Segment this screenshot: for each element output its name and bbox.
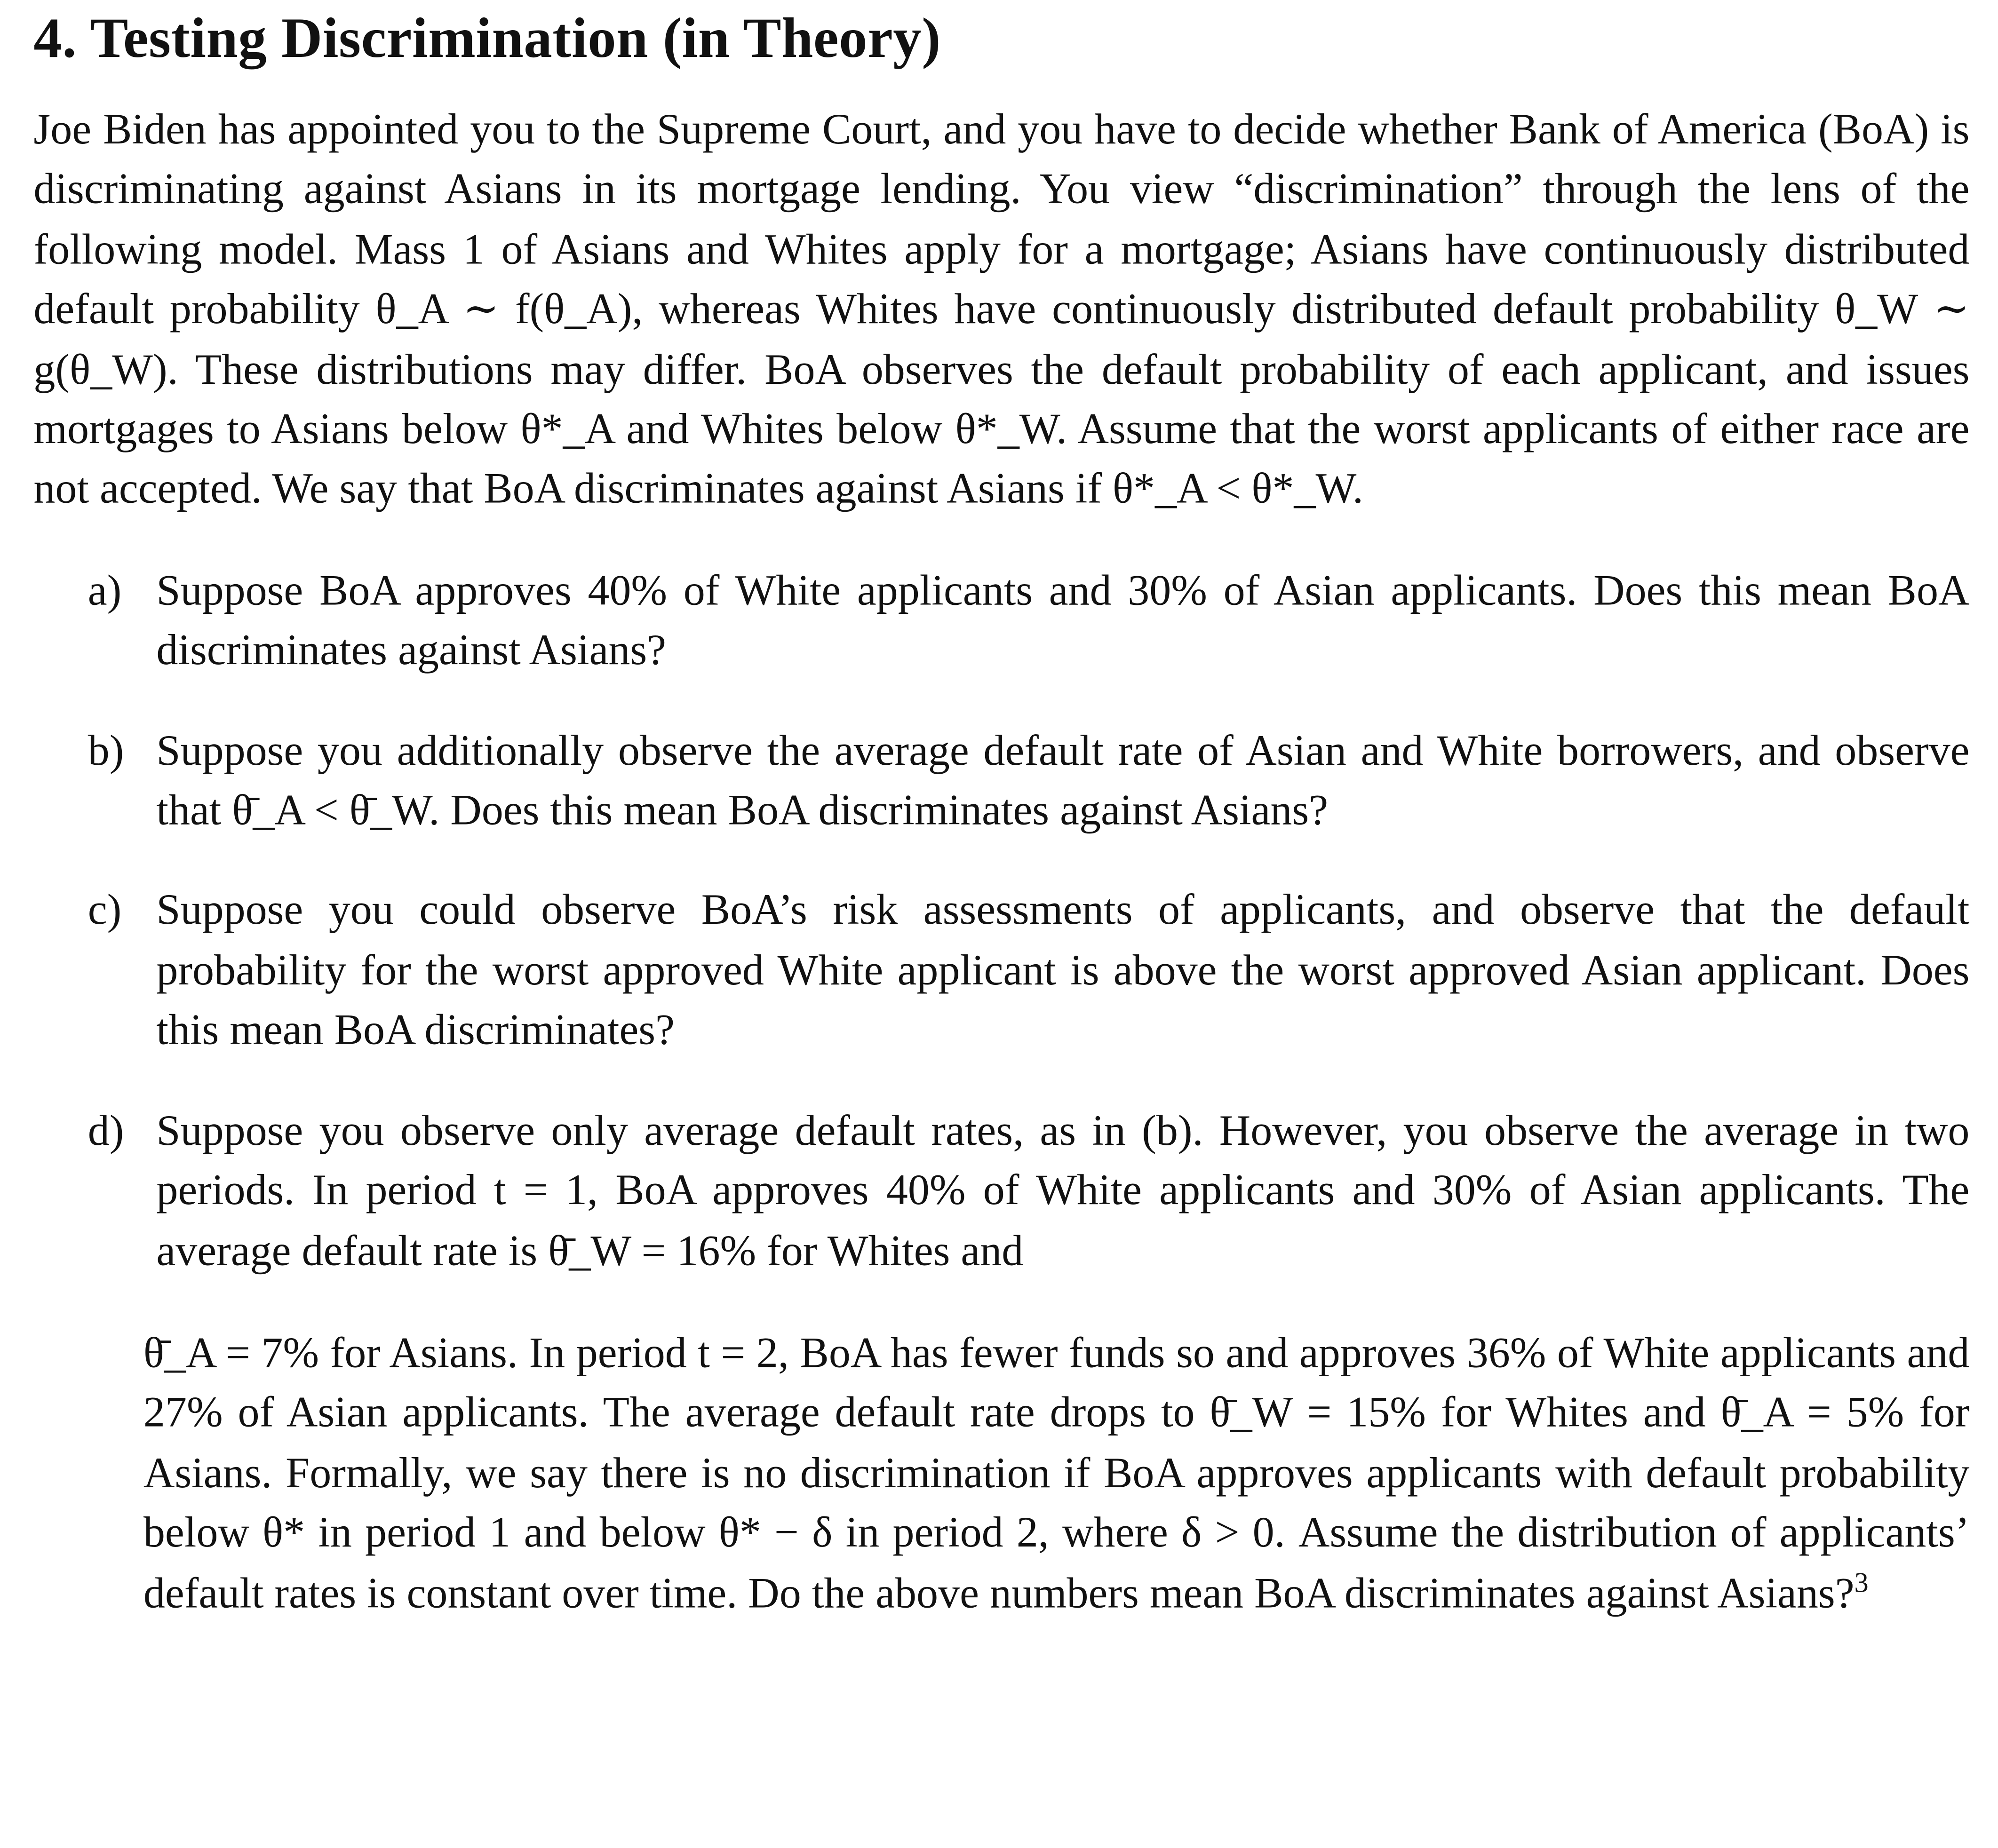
- continuation-text: θ̄_A = 7% for Asians. In period t = 2, BoA has fewer funds so and approves 36% of White applicants and 27% of Asian applicants. The average default rate drops to θ̄_W = 15% for Whites and θ̄_A = 5% for Asians. Formally, we say there is no discrimination if BoA approves applicants with default probability below θ* in period 1 and below θ* − δ in period 2, where δ > 0. Assume the distribution of applicants’ default rates is constant over time. Do the above numbers mean BoA discriminates against Asians?: [143, 1329, 1970, 1617]
- question-text: Suppose BoA approves 40% of White applicants and 30% of Asian applicants. Does this mean BoA discriminates against Asians?: [156, 567, 1970, 675]
- question-label: c): [88, 887, 122, 935]
- question-text: Suppose you observe only average default rates, as in (b). However, you observe the average in two periods. In period t = 1, BoA approves 40% of White applicants and 30% of Asian applicants. The average default rate is θ̄_W = 16% for Whites and: [156, 1107, 1970, 1275]
- question-c: [33, 882, 1969, 1062]
- question-label: d): [88, 1107, 124, 1155]
- section-heading: 4. Testing Discrimination (in Theory): [33, 6, 941, 70]
- question-text: Suppose you additionally observe the average default rate of Asian and White borrowers, and observe that θ̄_A < θ̄_W. Does this mean BoA discriminates against Asians?: [156, 727, 1970, 835]
- question-label: a): [88, 567, 122, 615]
- footnote-marker: 3: [1854, 1565, 1869, 1598]
- question-d: [33, 1102, 1969, 1281]
- question-a: [33, 562, 1969, 682]
- question-d-continuation: [143, 1324, 1970, 1624]
- problem-intro-paragraph: Joe Biden has appointed you to the Supreme Court, and you have to decide whether Bank of America (BoA) is discriminating against Asians in its mortgage lending. You view “discrimination” through the lens of the following model. Mass 1 of Asians and Whites apply for a mortgage; Asians have continuously distributed default probability θ_A ∼ f(θ_A), whereas Whites have continuously distributed default probability θ_W ∼ g(θ_W). These distributions may differ. BoA observes the default probability of each applicant, and issues mortgages to Asians below θ*_A and Whites below θ*_W. Assume that the worst applicants of either race are not accepted. We say that BoA discriminates against Asians if θ*_A < θ*_W.: [33, 106, 1970, 514]
- question-text: Suppose you could observe BoA’s risk assessments of applicants, and observe that the default probability for the worst approved White applicant is above the worst approved Asian applicant. Does this mean BoA discriminates?: [156, 887, 1970, 1055]
- question-label: b): [88, 727, 124, 775]
- question-b: [33, 722, 1969, 842]
- problem-section: [33, 0, 1969, 1624]
